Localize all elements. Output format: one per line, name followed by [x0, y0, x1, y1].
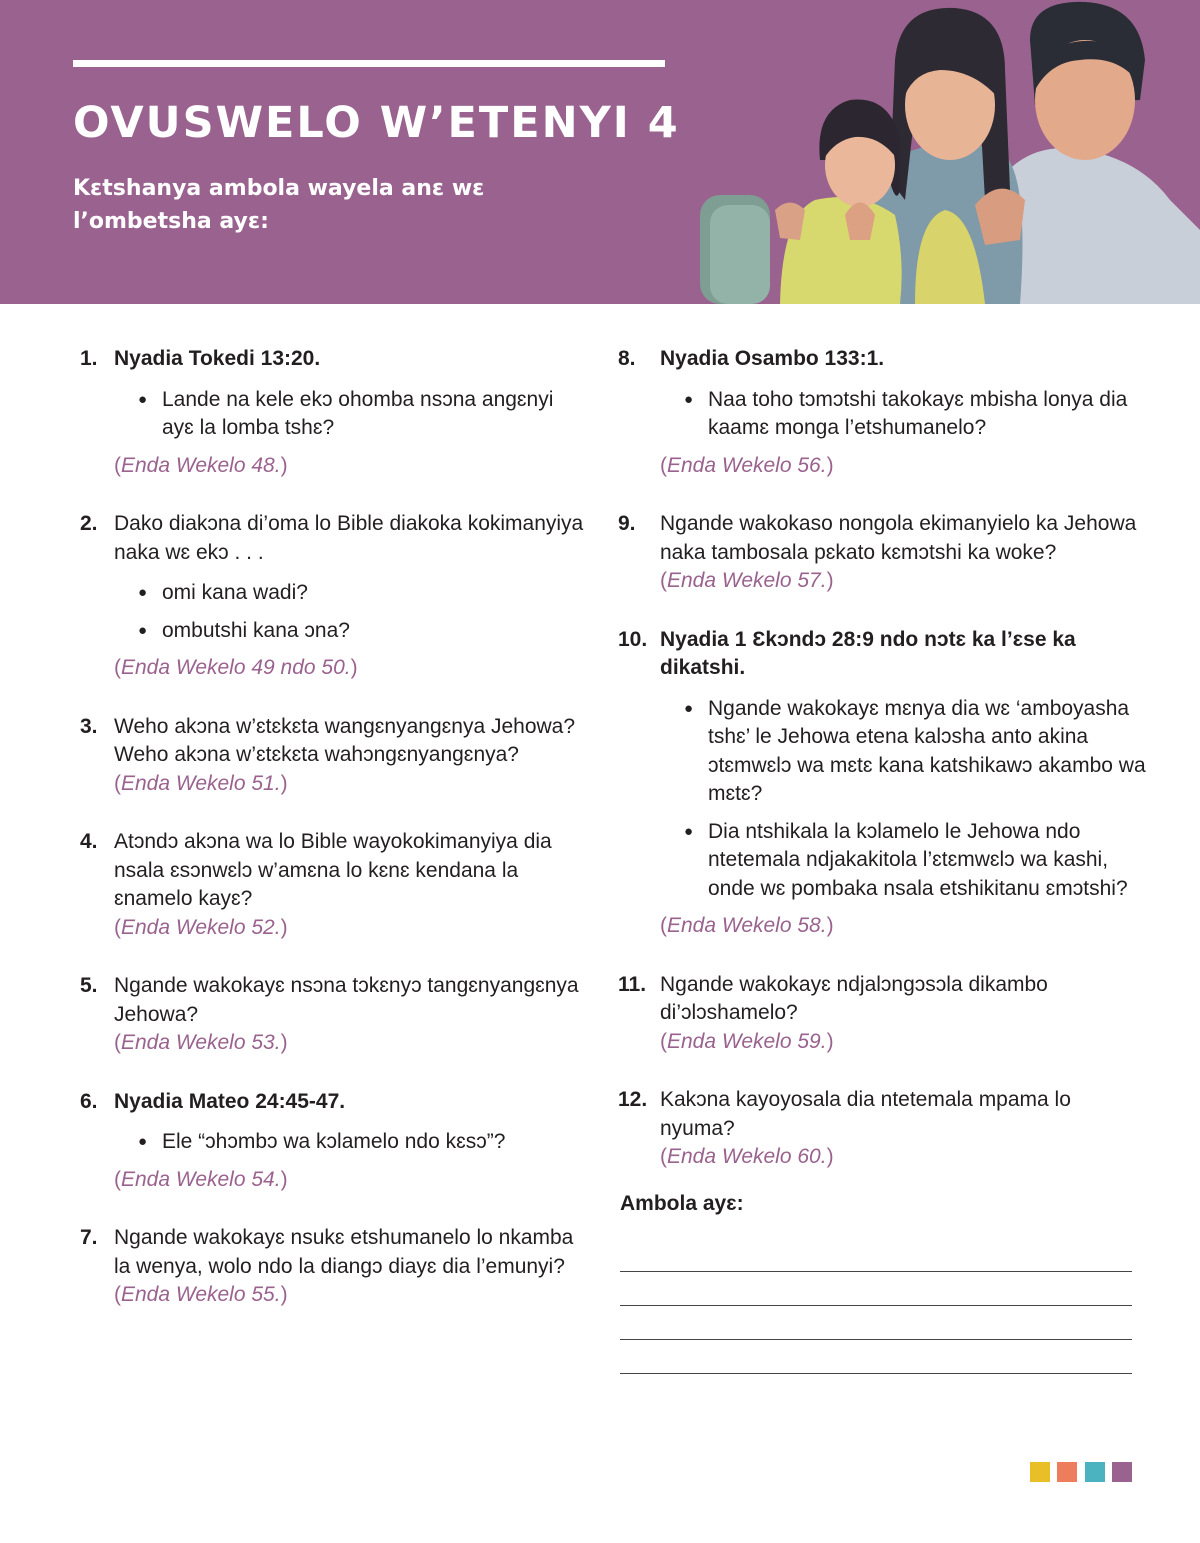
question-text: Nyadia Osambo 133:1. [660, 347, 885, 370]
color-swatch-yellow [1030, 1462, 1050, 1482]
question-text: Nyadia 1 Ɛkɔndɔ 28:9 ndo nɔtɛ ka l’ɛse ka dikatshi. [660, 627, 1076, 679]
reference-text: Enda Wekelo 59. [667, 1029, 827, 1053]
reference-link: (Enda Wekelo 54.) [114, 1167, 288, 1191]
question-text: Ngande wakokayɛ ndjalɔngɔsɔla dikambo di’ɔlɔshamelo? [660, 972, 1048, 1024]
reference-text: Enda Wekelo 48. [121, 453, 281, 477]
question-6 [80, 1088, 590, 1195]
reference-link: (Enda Wekelo 60.) [660, 1145, 834, 1168]
reference-text: Enda Wekelo 58. [667, 914, 827, 937]
question-number: 6. [80, 1089, 98, 1113]
question-4 [80, 828, 590, 942]
bullet-list [114, 386, 590, 443]
question-number: 2. [80, 512, 98, 535]
bullet-list [114, 579, 590, 645]
questions-right-column [618, 345, 1148, 1172]
reference-link: (Enda Wekelo 58.) [660, 914, 834, 937]
reference-link: (Enda Wekelo 59.) [660, 1029, 834, 1053]
question-number: 7. [80, 1226, 98, 1249]
reference-link: (Enda Wekelo 49 ndo 50.) [114, 656, 358, 679]
bullet-item: ● Dia ntshikala la kɔlamelo le Jehowa ndo ntetemala ndjakakitola l’ɛtɛmwɛlɔ wa kashi, onde wɛ pombaka nsala etshikitanu ɛmɔtshi? [684, 818, 1148, 904]
question-11 [618, 971, 1148, 1057]
family-praying-illustration [700, 0, 1200, 304]
reference-link: (Enda Wekelo 51.) [114, 771, 288, 795]
question-number: 12. [618, 1088, 648, 1111]
question-text: Ngande wakokayɛ nsukɛ etshumanelo lo nkamba la wenya, wolo ndo la diangɔ diayɛ dia l’emunyi? [114, 1226, 574, 1278]
question-2 [80, 510, 590, 683]
reference-text: Enda Wekelo 60. [667, 1145, 827, 1168]
reference-text: Enda Wekelo 56. [667, 453, 827, 477]
question-text: Dako diakɔna di’oma lo Bible diakoka kokimanyiya naka wɛ ekɔ . . . [114, 512, 584, 564]
your-questions-label: Ambola ayɛ: [620, 1192, 744, 1215]
bullet-list [114, 1128, 590, 1157]
reference-link: (Enda Wekelo 56.) [660, 453, 834, 477]
page-title: OVUSWELO W’ETENYI 4 [73, 98, 680, 148]
question-number: 3. [80, 714, 98, 738]
bullet-item: ● omi kana wadi? [138, 579, 590, 608]
reference-text: Enda Wekelo 53. [121, 1031, 281, 1054]
question-number: 11. [618, 972, 647, 996]
answer-line[interactable] [620, 1271, 1132, 1272]
question-number: 4. [80, 830, 98, 853]
reference-text: Enda Wekelo 57. [667, 569, 827, 592]
question-8 [618, 345, 1148, 480]
reference-link: (Enda Wekelo 55.) [114, 1283, 288, 1306]
bullet-item: ● Lande na kele ekɔ ohomba nsɔna angɛnyi ayɛ la lomba tshɛ? [138, 386, 590, 443]
question-10 [618, 626, 1148, 941]
color-swatch-orange [1057, 1462, 1077, 1482]
question-12 [618, 1086, 1148, 1172]
question-text: Atɔndɔ akɔna wa lo Bible wayokokimanyiya dia nsala ɛsɔnwɛlɔ w’amɛna lo kɛnɛ kendana la ɛnamelo kayɛ? [114, 830, 552, 910]
question-number: 10. [618, 627, 648, 651]
bullet-list [660, 695, 1148, 904]
bullet-list [660, 386, 1148, 443]
color-swatch-teal [1085, 1462, 1105, 1482]
bullet-item: ● Naa toho tɔmɔtshi takokayɛ mbisha lonya dia kaamɛ monga l’etshumanelo? [684, 386, 1148, 443]
question-text: Ngande wakokayɛ nsɔna tɔkɛnyɔ tangɛnyangɛnya Jehowa? [114, 974, 579, 1026]
question-text: Nyadia Mateo 24:45-47. [114, 1089, 346, 1113]
reference-link: (Enda Wekelo 57.) [660, 569, 834, 592]
reference-link: (Enda Wekelo 52.) [114, 915, 288, 939]
page-subtitle: Kɛtshanya ambola wayela anɛ wɛ l’ombetsha ayɛ: [73, 176, 485, 234]
question-text: Weho akɔna w’ɛtɛkɛta wangɛnyangɛnya Jehowa? Weho akɔna w’ɛtɛkɛta wahɔngɛnyangɛnya? [114, 714, 576, 766]
question-number: 8. [618, 347, 636, 370]
bullet-item: ● ombutshi kana ɔna? [138, 617, 590, 646]
reference-link: (Enda Wekelo 53.) [114, 1031, 288, 1054]
reference-link: (Enda Wekelo 48.) [114, 453, 288, 477]
question-7 [80, 1224, 590, 1310]
question-number: 5. [80, 974, 98, 997]
header-banner [0, 0, 1200, 304]
header-rule [73, 60, 665, 67]
question-3 [80, 713, 590, 799]
question-text: Kakɔna kayoyosala dia ntetemala mpama lo nyuma? [660, 1088, 1071, 1140]
reference-text: Enda Wekelo 55. [121, 1283, 281, 1306]
reference-text: Enda Wekelo 49 ndo 50. [121, 656, 351, 679]
bullet-item: ● Ngande wakokayɛ mɛnya dia wɛ ‘amboyasha tshɛ’ le Jehowa etena kalɔsha anto akina ɔtɛmwɛlɔ wa mɛtɛ kana katshikawɔ akambo wa mɛtɛ? [684, 695, 1148, 809]
question-1 [80, 345, 590, 480]
answer-line[interactable] [620, 1305, 1132, 1306]
color-swatch-purple [1112, 1462, 1132, 1482]
question-text: Nyadia Tokedi 13:20. [114, 347, 321, 370]
reference-text: Enda Wekelo 51. [121, 771, 281, 795]
questions-left-column [80, 345, 590, 1310]
reference-text: Enda Wekelo 54. [121, 1167, 281, 1191]
question-5 [80, 972, 590, 1058]
reference-text: Enda Wekelo 52. [121, 915, 281, 939]
question-text: Ngande wakokaso nongola ekimanyielo ka Jehowa naka tambosala pɛkato kɛmɔtshi ka woke? [660, 512, 1137, 564]
answer-line[interactable] [620, 1339, 1132, 1340]
question-number: 1. [80, 347, 98, 370]
bullet-item: ● Ele “ɔhɔmbɔ wa kɔlamelo ndo kɛsɔ”? [138, 1128, 590, 1157]
answer-line[interactable] [620, 1373, 1132, 1374]
question-9 [618, 510, 1148, 596]
question-number: 9. [618, 512, 636, 535]
